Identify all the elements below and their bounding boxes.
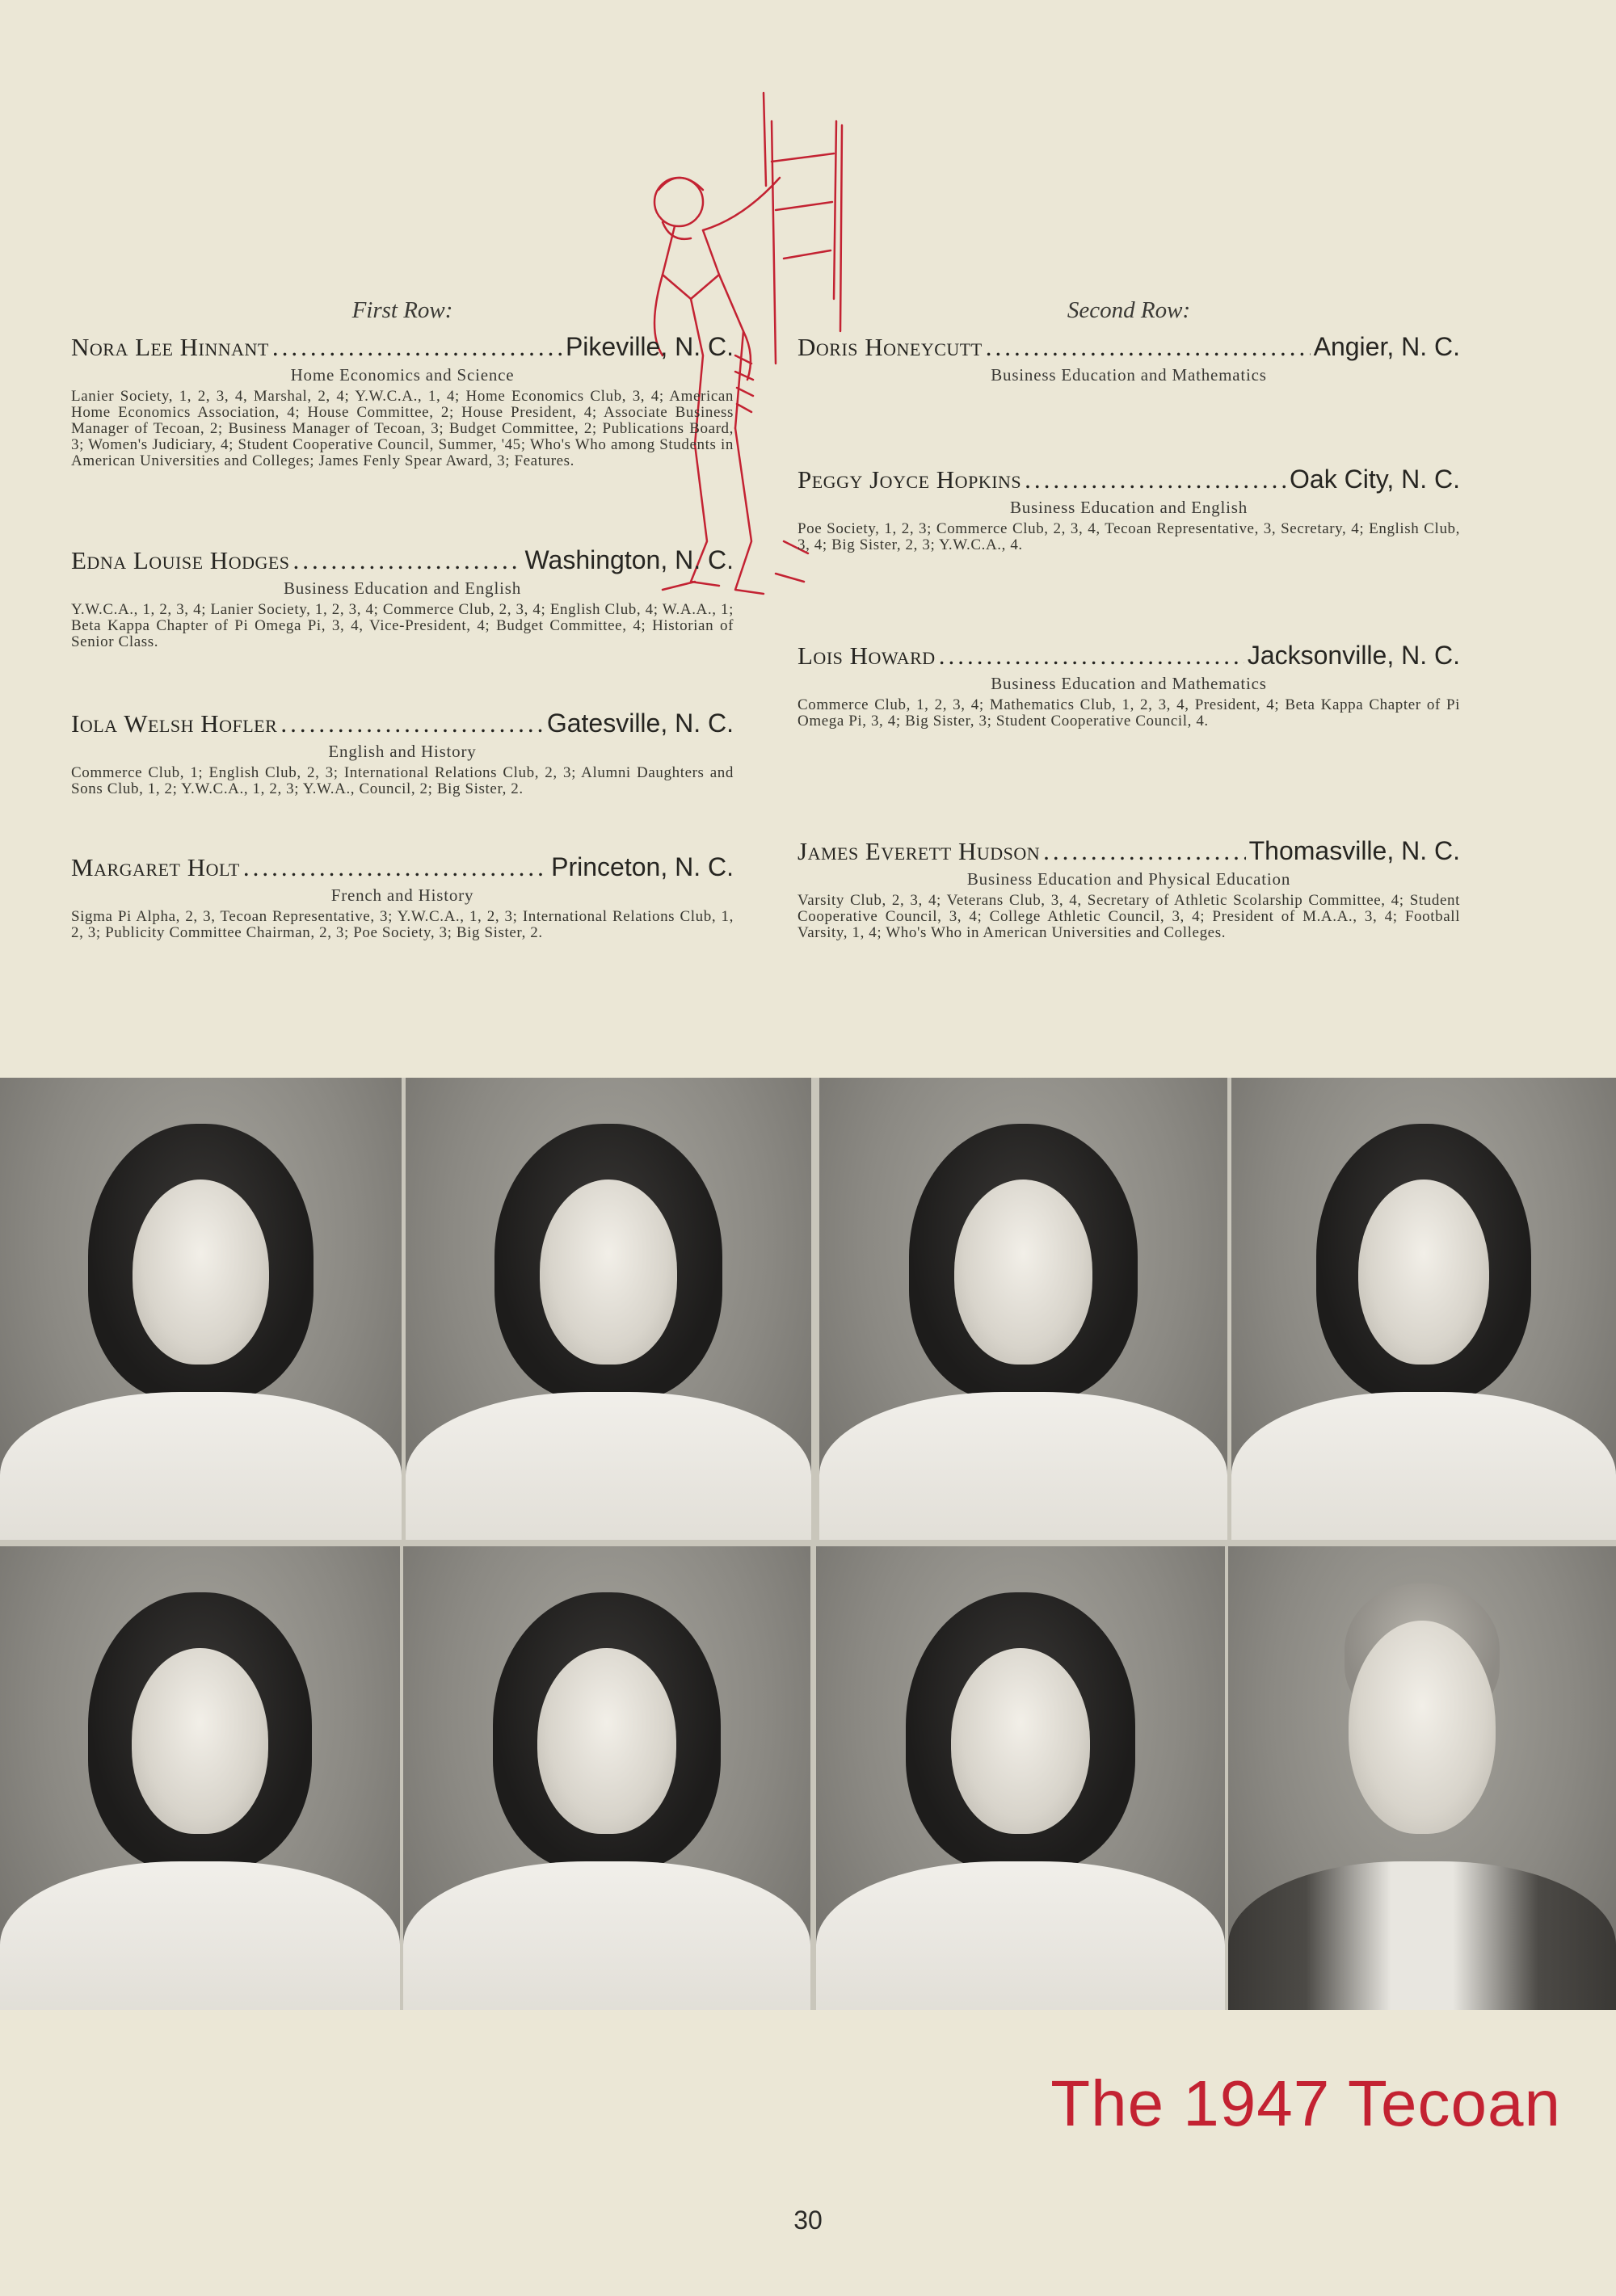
portrait-face	[132, 1648, 267, 1834]
portrait-shoulders	[1231, 1392, 1616, 1540]
student-name: Iola Welsh Hofler	[71, 709, 278, 738]
portrait-photo	[1231, 1078, 1616, 1540]
portrait-photo	[816, 1546, 1225, 2010]
student-name: Edna Louise Hodges	[71, 546, 290, 574]
major: English and History	[328, 742, 477, 761]
portrait-shoulders	[816, 1861, 1225, 2010]
student-entry	[797, 331, 1460, 389]
portrait-face	[951, 1648, 1090, 1834]
major: Home Economics and Science	[290, 365, 515, 385]
major: Business Education and English	[283, 578, 522, 598]
student-name: Peggy Joyce Hopkins	[797, 465, 1022, 494]
entry-header	[71, 852, 734, 883]
student-name: Lois Howard	[797, 641, 936, 670]
student-entry	[71, 331, 734, 469]
entry-header	[71, 331, 734, 363]
entry-header	[797, 464, 1460, 495]
portrait-photo	[0, 1546, 400, 2010]
page-number: 30	[793, 2206, 823, 2235]
student-entry	[797, 835, 1460, 941]
hometown: Angier, N. C.	[1313, 332, 1460, 361]
student-entry	[797, 640, 1460, 730]
portrait-photo	[819, 1078, 1227, 1540]
hometown: Washington, N. C.	[524, 545, 734, 574]
student-entry	[71, 852, 734, 941]
leader-dots	[1025, 465, 1286, 495]
hometown: Oak City, N. C.	[1290, 465, 1460, 494]
portrait-shoulders	[0, 1861, 400, 2010]
portrait-photo	[1228, 1546, 1616, 2010]
portrait-shoulders	[819, 1392, 1227, 1540]
portrait-shoulders	[403, 1861, 810, 2010]
hometown: Princeton, N. C.	[551, 852, 734, 881]
left-column	[71, 297, 734, 941]
major: Business Education and Mathematics	[991, 365, 1267, 385]
student-name: James Everett Hudson	[797, 837, 1041, 865]
activities: Y.W.C.A., 1, 2, 3, 4; Lanier Society, 1, 2, 3, 4; Commerce Club, 2, 3, 4; English Club, 4; W.A.A., 1; Beta Kappa Chapter of Pi Omega Pi, 3, 4, Vice-President, 4; Budget Committee, 4; Historian of Senior Class.	[71, 601, 734, 650]
entry-header	[797, 835, 1460, 867]
hometown: Pikeville, N. C.	[565, 332, 734, 361]
row-heading: Second Row:	[1067, 297, 1191, 323]
portrait-shoulders	[406, 1392, 811, 1540]
portrait-shoulders	[0, 1392, 402, 1540]
portrait-photo	[403, 1546, 810, 2010]
student-name: Nora Lee Hinnant	[71, 333, 269, 361]
portrait-grid	[0, 1078, 1616, 2010]
student-name: Margaret Holt	[71, 853, 240, 881]
leader-dots	[986, 332, 1311, 363]
student-name: Doris Honeycutt	[797, 333, 983, 361]
leader-dots	[939, 641, 1244, 671]
leader-dots	[293, 545, 522, 576]
activities: Commerce Club, 1, 2, 3, 4; Mathematics Club, 1, 2, 3, 4, President, 4; Beta Kappa Chapter of Pi Omega Pi, 3, 4; Big Sister, 3; Student Cooperative Council, 4.	[797, 696, 1460, 730]
yearbook-title: The 1947 Tecoan	[1050, 2067, 1561, 2139]
portrait-face	[1349, 1621, 1496, 1834]
portrait-suit	[1228, 1861, 1616, 2010]
hometown: Jacksonville, N. C.	[1247, 641, 1460, 670]
leader-dots	[272, 332, 562, 363]
major: Business Education and English	[1009, 498, 1248, 517]
entry-header	[797, 640, 1460, 671]
portrait-face	[1358, 1180, 1489, 1365]
portrait-photo	[406, 1078, 811, 1540]
portrait-face	[133, 1180, 269, 1365]
leader-dots	[280, 709, 544, 739]
activities: Sigma Pi Alpha, 2, 3, Tecoan Representative, 3; Y.W.C.A., 1, 2, 3; International Relations Club, 1, 2, 3; Publicity Committee Chairman, 2, 3; Poe Society, 3; Big Sister, 2.	[71, 908, 734, 941]
major: Business Education and Physical Education	[966, 869, 1291, 889]
portrait-face	[537, 1648, 675, 1834]
activities: Varsity Club, 2, 3, 4; Veterans Club, 3, 4, Secretary of Athletic Scolarship Committee, 4; Student Cooperative Council, 3, 4; College Athletic Council, 3, 4; President of M.A.A., 3, 4; Football Varsity, 1, 4; Who's Who in American Universities and Colleges.	[797, 892, 1460, 941]
entry-header	[71, 708, 734, 739]
portrait-face	[540, 1180, 678, 1365]
activities: Poe Society, 1, 2, 3; Commerce Club, 2, 3, 4, Tecoan Representative, 3, Secretary, 4; English Club, 3, 4; Big Sister, 2, 3; Y.W.C.A., 4.	[797, 520, 1460, 553]
leader-dots	[243, 852, 548, 883]
row-heading: First Row:	[351, 297, 453, 323]
right-column	[797, 297, 1460, 941]
entry-header	[797, 331, 1460, 363]
portrait-photo	[0, 1078, 402, 1540]
student-entry	[797, 464, 1460, 553]
activities: Lanier Society, 1, 2, 3, 4, Marshal, 2, 4; Y.W.C.A., 1, 4; Home Economics Club, 3, 4; American Home Economics Association, 4; House Committee, 2; House President, 4; Associate Business Manager of Tecoan, 2; Business Manager of Tecoan, 3; Budget Committee, 2; Publications Board, 3; Women's Judiciary, 4; Student Cooperative Council, Summer, '45; Who's Who among Students in American Universities and Colleges; James Fenly Spear Award, 3; Features.	[71, 388, 734, 469]
major: Business Education and Mathematics	[991, 674, 1267, 693]
portrait-face	[954, 1180, 1093, 1365]
hometown: Thomasville, N. C.	[1248, 836, 1460, 865]
major: French and History	[330, 885, 474, 905]
student-entry	[71, 708, 734, 797]
leader-dots	[1043, 836, 1245, 867]
activities: Commerce Club, 1; English Club, 2, 3; International Relations Club, 2, 3; Alumni Daughters and Sons Club, 1, 2; Y.W.C.A., 1, 2, 3; Y.W.A., Council, 2; Big Sister, 2.	[71, 764, 734, 797]
entry-header	[71, 545, 734, 576]
student-entry	[71, 545, 734, 650]
hometown: Gatesville, N. C.	[546, 709, 734, 738]
